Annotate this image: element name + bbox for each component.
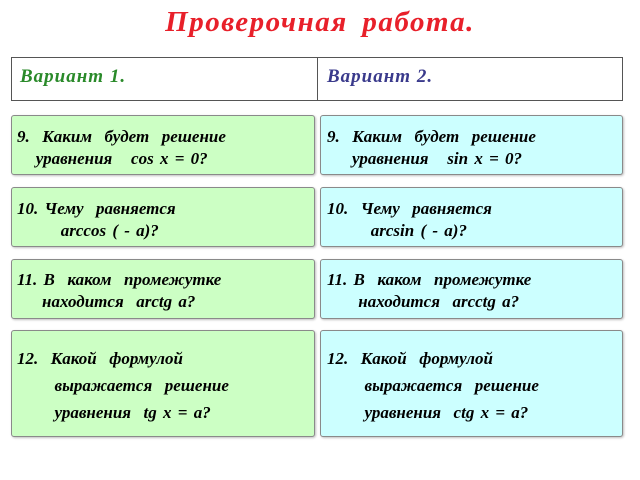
variant-2-label: Вариант 2. xyxy=(327,66,434,87)
question-text: 10. Чему равняется xyxy=(327,199,492,218)
question-text: выражается решение xyxy=(327,376,539,395)
question-card-v1-q12 xyxy=(11,330,315,437)
question-card-v1-q11 xyxy=(11,259,315,319)
question-text: 9. Каким будет решение xyxy=(17,127,226,146)
question-card-v1-q9 xyxy=(11,115,315,175)
question-text: уравнения tg x = a? xyxy=(17,403,211,422)
question-text: 11. В каком промежутке xyxy=(327,270,532,289)
question-text: уравнения sin x = 0? xyxy=(327,149,523,168)
question-text: 12. Какой формулой xyxy=(17,349,183,368)
question-text: находится arcctg a? xyxy=(327,292,520,311)
question-card-v1-q10 xyxy=(11,187,315,247)
question-text: находится arctg a? xyxy=(17,292,196,311)
question-card-v2-q10 xyxy=(320,187,623,247)
question-text: уравнения cos x = 0? xyxy=(17,149,208,168)
question-text: 12. Какой формулой xyxy=(327,349,493,368)
page-title: Проверочная работа. xyxy=(165,6,475,38)
question-card-v2-q12 xyxy=(320,330,623,437)
question-text: 9. Каким будет решение xyxy=(327,127,536,146)
question-text: уравнения ctg x = a? xyxy=(327,403,529,422)
question-text: 10. Чему равняется xyxy=(17,199,176,218)
question-card-v2-q11 xyxy=(320,259,623,319)
question-text: arcsin ( - a)? xyxy=(327,221,467,240)
question-text: 11. В каком промежутке xyxy=(17,270,222,289)
variant-1-label: Вариант 1. xyxy=(12,58,318,100)
question-text: выражается решение xyxy=(17,376,229,395)
variant-header-table xyxy=(11,57,623,101)
question-card-v2-q9 xyxy=(320,115,623,175)
question-text: arccos ( - a)? xyxy=(17,221,159,240)
